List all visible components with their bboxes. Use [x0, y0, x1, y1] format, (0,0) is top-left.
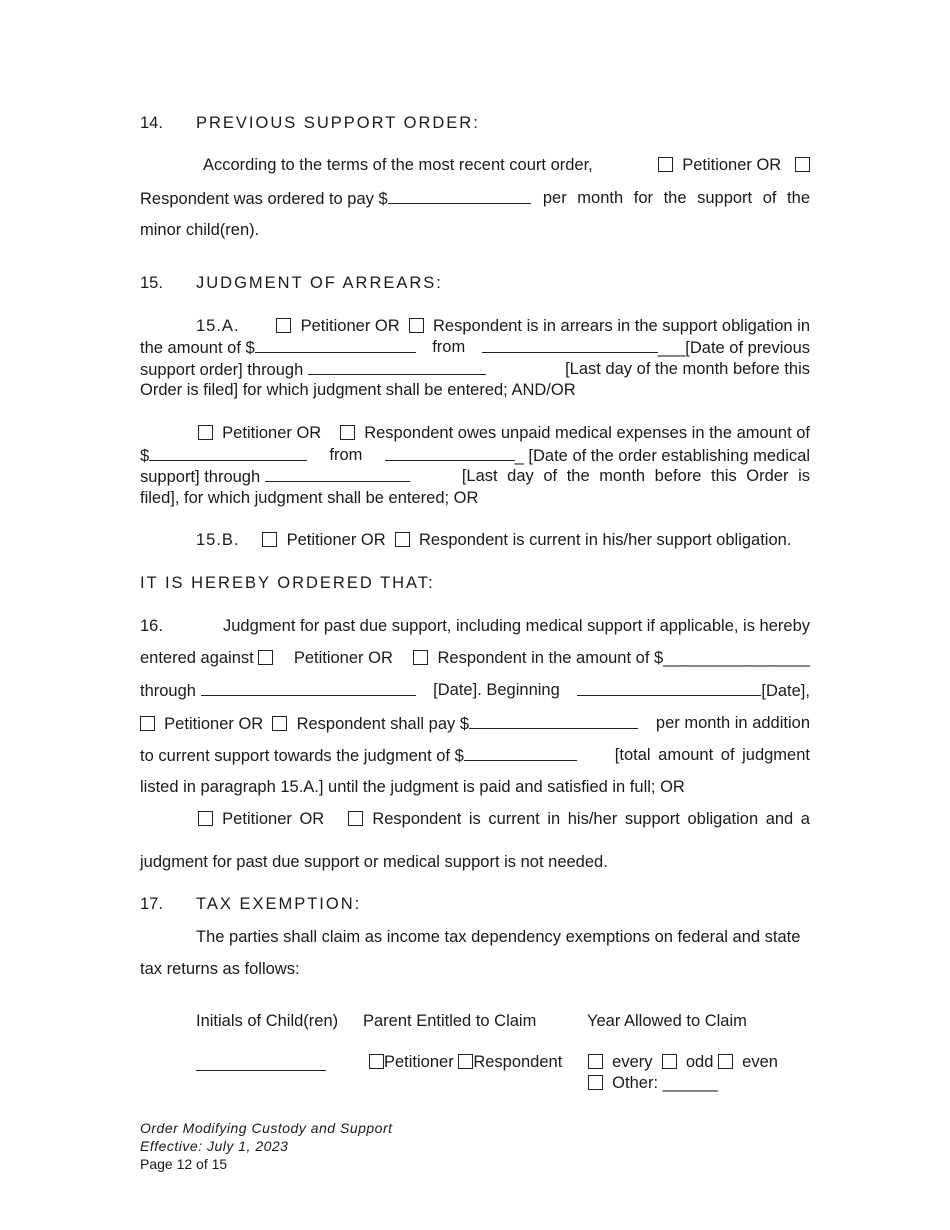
s15-medical-dollar: $: [140, 447, 150, 465]
amount-field[interactable]: [388, 189, 531, 204]
footer-effective: Effective: July 1, 2023: [140, 1138, 289, 1154]
s14-text: According to the terms of the most recent court order,: [203, 156, 593, 174]
s16-shall-pay-text: Respondent shall pay $: [296, 715, 470, 733]
s15a-last-day-text: [Last day of the month before this: [565, 360, 810, 378]
petitioner-checkbox[interactable]: [369, 1054, 384, 1069]
respondent-checkbox[interactable]: [795, 157, 810, 172]
odd-label: odd: [685, 1053, 714, 1071]
col-parent-header: Parent Entitled to Claim: [363, 1012, 537, 1030]
judgment-total-field[interactable]: [464, 746, 577, 761]
s15-medical-text: Respondent owes unpaid medical expenses in the amount of: [364, 424, 810, 442]
respondent-checkbox[interactable]: [348, 811, 363, 826]
medical-order-date-field[interactable]: [385, 446, 515, 461]
petitioner-checkbox[interactable]: [276, 318, 291, 333]
s16-per-month-text: per month in addition: [655, 714, 810, 732]
s15a-label: 15.A.: [196, 317, 240, 335]
petitioner-checkbox[interactable]: [658, 157, 673, 172]
petitioner-or-label: Petitioner OR: [682, 156, 782, 174]
petitioner-checkbox[interactable]: [258, 650, 273, 665]
s16-line-7: [198, 810, 810, 829]
s16-beginning-label: [Date]. Beginning: [433, 681, 560, 699]
other-choice: [588, 1074, 718, 1093]
s16-judgment-text: Judgment for past due support, including medical support if applicable, is hereby: [222, 617, 810, 635]
section-17-number: 17.: [140, 895, 163, 913]
s17-text: The parties shall claim as income tax dependency exemptions on federal and state: [196, 928, 801, 946]
col-year-header: Year Allowed to Claim: [587, 1012, 747, 1030]
s15-medical-date-text: _ [Date of the order establishing medical: [514, 447, 810, 465]
beginning-date-field[interactable]: [577, 681, 761, 696]
parent-choice: [369, 1053, 562, 1072]
section-14-number: 14.: [140, 114, 163, 132]
s16-line-3: [140, 681, 810, 701]
other-checkbox[interactable]: [588, 1075, 603, 1090]
petitioner-or-label: Petitioner OR: [222, 810, 325, 828]
section-16-number: 16.: [140, 617, 163, 635]
respondent-checkbox[interactable]: [409, 318, 424, 333]
petitioner-checkbox[interactable]: [198, 425, 213, 440]
s15a-amount-label: the amount of $: [140, 339, 255, 357]
s16-line-4: [140, 714, 810, 734]
s14-per-month-text: per month for the support of the: [542, 189, 810, 207]
respondent-checkbox[interactable]: [272, 716, 287, 731]
s15a-through-label: support order] through: [140, 361, 304, 379]
s16-date-text: [Date],: [761, 682, 810, 700]
s14-line-1: [203, 156, 810, 175]
petitioner-or-label: Petitioner OR: [286, 531, 386, 549]
s16-current-text: Respondent is current in his/her support obligation and a: [372, 810, 810, 828]
s16-line-5: [140, 746, 810, 766]
petitioner-checkbox[interactable]: [262, 532, 277, 547]
monthly-payment-field[interactable]: [469, 714, 638, 729]
previous-order-date-field[interactable]: [482, 338, 658, 353]
s15a-previous-date-text: ___[Date of previous: [657, 339, 810, 357]
section-15-title: JUDGMENT OF ARREARS:: [196, 274, 443, 292]
s15a-from-label: from: [432, 338, 466, 356]
s15a-arrears-text: Respondent is in arrears in the support obligation in: [433, 317, 810, 335]
s15-medical-last-day-text: [Last day of the month before this Order is: [461, 467, 810, 485]
s17-line-2: tax returns as follows:: [140, 960, 300, 978]
section-14-title: PREVIOUS SUPPORT ORDER:: [196, 114, 480, 132]
s16-towards-judgment-text: to current support towards the judgment of $: [140, 747, 464, 765]
initials-field[interactable]: [196, 1056, 326, 1071]
respondent-checkbox[interactable]: [340, 425, 355, 440]
respondent-checkbox[interactable]: [413, 650, 428, 665]
s15-medical-line-2: [140, 446, 810, 466]
even-checkbox[interactable]: [718, 1054, 733, 1069]
hereby-ordered-heading: IT IS HEREBY ORDERED THAT:: [140, 574, 435, 592]
s14-ordered-to-pay: Respondent was ordered to pay $: [140, 190, 388, 208]
respondent-checkbox[interactable]: [458, 1054, 473, 1069]
s15b-line: [196, 531, 791, 550]
petitioner-or-label: Petitioner OR: [293, 649, 393, 667]
footer-page-number: Page 12 of 15: [140, 1156, 228, 1172]
s16-amount-text: Respondent in the amount of $________________: [437, 649, 810, 667]
petitioner-checkbox[interactable]: [140, 716, 155, 731]
s16-line-6: listed in paragraph 15.A.] until the judgment is paid and satisfied in full; OR: [140, 778, 685, 796]
s15-medical-line-4: filed], for which judgment shall be entered; OR: [140, 489, 479, 507]
s16-line-1: [140, 617, 810, 636]
s16-entered-against: entered against: [140, 649, 254, 667]
s14-petitioner-choice: [658, 156, 810, 175]
s17-line-1: [196, 928, 810, 947]
petitioner-label: Petitioner: [384, 1053, 454, 1071]
arrears-amount-field[interactable]: [255, 338, 416, 353]
s15a-line-2: [140, 338, 810, 358]
judgment-through-date-field[interactable]: [201, 681, 416, 696]
odd-checkbox[interactable]: [662, 1054, 677, 1069]
even-label: even: [742, 1053, 778, 1071]
s16-through-label: through: [140, 682, 196, 700]
s15a-line-4: Order is filed] for which judgment shall be entered; AND/OR: [140, 381, 576, 399]
every-checkbox[interactable]: [588, 1054, 603, 1069]
section-17-title: TAX EXEMPTION:: [196, 895, 362, 913]
s16-line-8: judgment for past due support or medical support is not needed.: [140, 853, 608, 871]
petitioner-checkbox[interactable]: [198, 811, 213, 826]
s15-medical-from-label: from: [329, 446, 363, 464]
s16-line-2: [140, 649, 810, 668]
s14-line-3: minor child(ren).: [140, 221, 260, 239]
medical-through-date-field[interactable]: [265, 467, 410, 482]
petitioner-or-label: Petitioner OR: [164, 715, 264, 733]
petitioner-or-label: Petitioner OR: [300, 317, 400, 335]
medical-amount-field[interactable]: [149, 446, 307, 461]
s15a-line-1: [196, 317, 810, 336]
s15a-line-3: [140, 360, 810, 380]
respondent-label: Respondent: [473, 1053, 563, 1071]
s14-line-2: [140, 189, 810, 209]
petitioner-or-label: Petitioner OR: [222, 424, 322, 442]
s16-total-amount-text: [total amount of judgment: [614, 746, 810, 764]
other-label: Other: ______: [612, 1074, 718, 1092]
s15-medical-line-3: [140, 467, 810, 487]
footer-title: Order Modifying Custody and Support: [140, 1120, 393, 1136]
s15-medical-line-1: [198, 424, 810, 443]
s15b-label: 15.B.: [196, 531, 240, 549]
col-initials-header: Initials of Child(ren): [196, 1012, 339, 1030]
s15b-current-text: Respondent is current in his/her support obligation.: [419, 531, 792, 549]
every-label: every: [612, 1053, 653, 1071]
through-date-field[interactable]: [308, 360, 486, 375]
s15-medical-through-label: support] through: [140, 468, 261, 486]
section-15-number: 15.: [140, 274, 163, 292]
year-choice: [588, 1053, 778, 1072]
respondent-checkbox[interactable]: [395, 532, 410, 547]
